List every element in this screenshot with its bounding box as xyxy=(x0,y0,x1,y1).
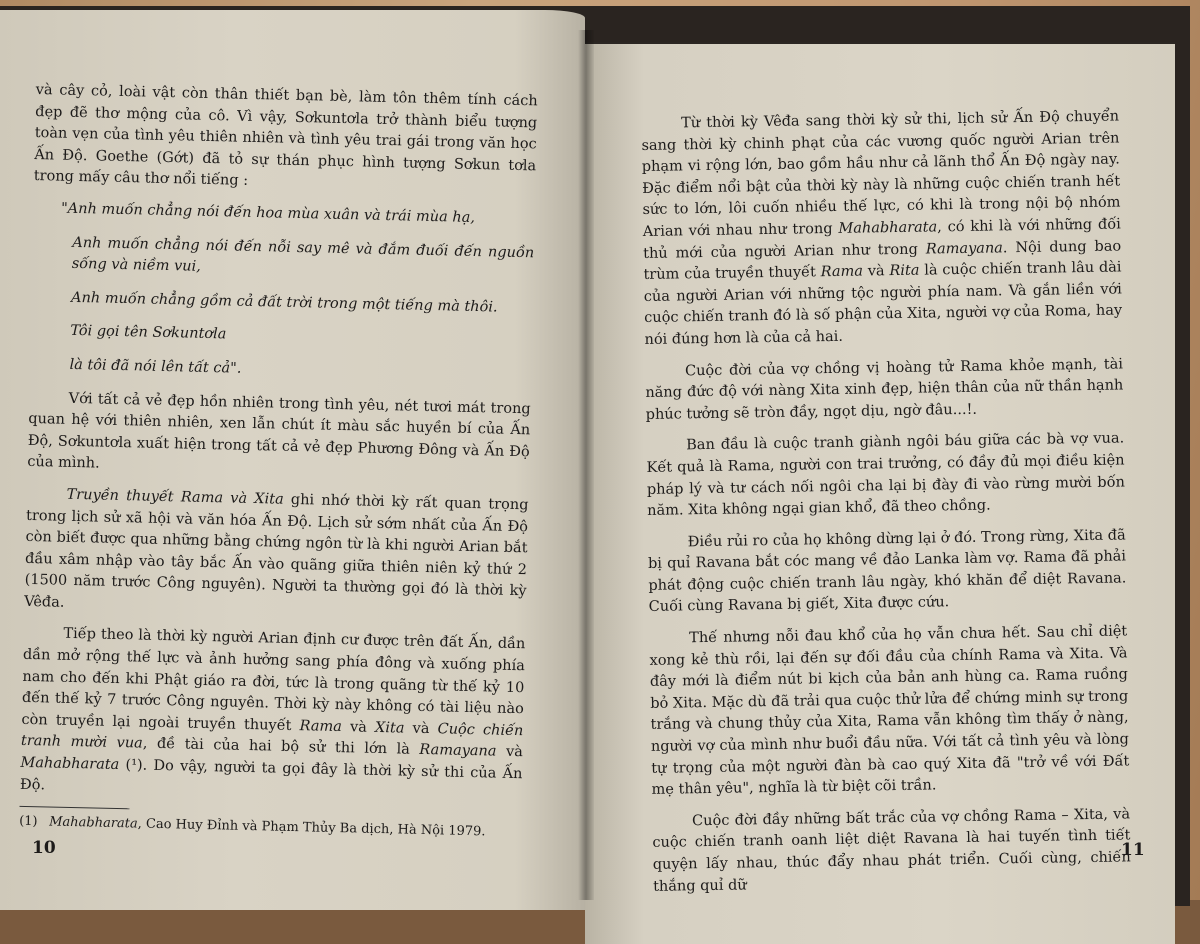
book-title: Rama xyxy=(820,263,864,281)
poem-line: Anh muốn chẳng gồm cả đất trời trong một tiếng mà thôi. xyxy=(70,289,498,316)
poem-line: Tôi gọi tên Sơkuntơla xyxy=(70,323,227,343)
paragraph-text: , có khi là với những đối thủ mới của người Arian như trong xyxy=(643,216,1121,262)
paragraph: Ban đầu là cuộc tranh giành ngôi báu giữa các bà vợ vua. Kết quả là Rama, người con trai trưởng, có đầy đủ mọi điều kiện pháp lý và tư cách nối ngôi cha lại bị đày đi vào rừng mười bốn năm. Xita không ngại gian khổ, đã theo chồng. xyxy=(646,430,1125,520)
paragraph-text: và xyxy=(862,263,890,280)
poem-line: Anh muốn chẳng nói đến nỗi say mê và đắm đuối đến nguồn sống và niềm vui, xyxy=(71,234,535,275)
footnote-number: (1) xyxy=(19,814,38,830)
left-page-text xyxy=(19,80,538,842)
poem-line: là tôi đã nói lên tất cả". xyxy=(69,356,242,377)
right-page-text xyxy=(641,106,1131,908)
book-title: Cuộc chiến tranh mười vua xyxy=(20,721,524,753)
paragraph-text: và xyxy=(341,718,376,736)
book-title: Rita xyxy=(889,262,920,280)
paragraph-text: ghi nhớ thời kỳ rất quan trọng trong lịch sử xã hội và văn hóa Ấn Độ. Lịch sử sớm nhất của Ấn Độ còn biết được qua những bằng chứng ngôn từ là khi người Arian bắt đầu xâm nhập vào tây bắc Ấn vào quãng giữa thiên niên kỷ thứ 2 (1500 năm trước Công nguyên). Người ta thường gọi đó là thời kỳ Vêđa. xyxy=(23,491,529,611)
paragraph xyxy=(24,484,529,625)
footnote xyxy=(19,813,521,842)
paragraph: và cây cỏ, loài vật còn thân thiết bạn bè, làm tôn thêm tính cách đẹp đẽ thơ mộng của cô. Vì vậy, Sơkuntơla trở thành biểu tượng toàn vẹn của tình yêu thiên nhiên và tình yêu trai gái trong văn học Ấn Độ. Goethe (Gớt) đã tỏ sự thán phục hình tượng Sơkun tơla trong mấy câu thơ nổi tiếng : xyxy=(33,81,538,190)
left-page xyxy=(0,10,585,910)
book-title: Mahabharata xyxy=(838,219,938,237)
book-title: Mahabharata xyxy=(20,754,120,774)
book-title: Ramayana xyxy=(419,742,497,761)
paragraph xyxy=(641,106,1123,351)
book-title: Mahabharata xyxy=(48,814,138,832)
poem-line: "Anh muốn chẳng nói đến hoa mùa xuân và trái mùa hạ, xyxy=(60,200,476,226)
page-number: 10 xyxy=(32,838,56,858)
book-title: Xita xyxy=(374,719,405,737)
paragraph-text: là cuộc chiến tranh lâu dài của người Arian với những tộc người phía nam. Và gắn liền với cuộc chiến tranh đó là số phận của Xita, người vợ của Roma, hay nói đúng hơn là của cả hai. xyxy=(643,259,1123,348)
footnote-divider xyxy=(20,806,130,809)
book-title: Truyền thuyết Rama và Xita xyxy=(66,486,284,508)
book-spine xyxy=(578,30,594,900)
book-title: Rama xyxy=(299,717,343,735)
paragraph-text: Từ thời kỳ Vêđa sang thời kỳ sử thi, lịch sử Ấn Độ chuyển sang thời kỳ chinh phạt của các vương quốc người Arian trên phạm vi rộng lớn, bao gồm hầu như cả lãnh thổ Ấn Độ ngày nay. Đặc điểm nổi bật của thời kỳ này là những cuộc chiến tranh hết sức to lớn, lôi cuốn nhiều thế lực, có khi là trong nội bộ nhóm Arian với nhau như trong xyxy=(641,108,1121,240)
paragraph-text: và xyxy=(404,720,438,738)
paragraph: Cuộc đời của vợ chồng vị hoàng tử Rama khỏe mạnh, tài năng đức độ với nàng Xita xinh đẹp, hiện thân của nữ thần hạnh phúc tưởng sẽ tròn đầy, ngọt dịu, ngờ đâu...!. xyxy=(645,355,1124,423)
footnote-text: , Cao Huy Đỉnh và Phạm Thủy Ba dịch, Hà Nội 1979. xyxy=(137,816,486,840)
paragraph-text: (¹). Do vậy, người ta gọi đây là thời kỳ sử thi của Ấn Độ. xyxy=(19,757,523,794)
paragraph-text: Tiếp theo là thời kỳ người Arian định cư được trên đất Ấn, dần dần mở rộng thế lực và ảnh hưởng sang phía đông và xuống phía nam cho đến khi Phật giáo ra đời, tức là trong quãng từ thế kỷ 10 đến thế kỷ 7 trước Công nguyên. Thời kỳ này không có tài liệu nào còn truyền lại ngoài truyền thuyết xyxy=(21,626,526,734)
paragraph-text: . Nội dung bao trùm của truyền thuyết xyxy=(643,238,1122,284)
page-number: 11 xyxy=(1121,840,1145,860)
paragraph: Với tất cả vẻ đẹp hồn nhiên trong tình yêu, nét tươi mát trong quan hệ với thiên nhiên, xen lẫn chút ít màu sắc huyền bí của Ấn Độ, Sơkuntơla xuất hiện trong tất cả vẻ đẹp Phương Đông và Ấn Độ của mình. xyxy=(27,390,531,472)
paragraph: Điều rủi ro của họ không dừng lại ở đó. Trong rừng, Xita đã bị quỉ Ravana bắt cóc mang về đảo Lanka làm vợ. Rama đã phải phát động cuộc chiến tranh lâu ngày, khó khăn để diệt Ravana. Cuối cùng Ravana bị giết, Xita được cứu. xyxy=(647,527,1127,616)
right-page xyxy=(585,42,1175,944)
book-title: Ramayana xyxy=(925,239,1003,258)
paragraph-text: , đề tài của hai bộ sử thi lớn là xyxy=(142,736,420,759)
paragraph: Cuộc đời đầy những bất trắc của vợ chồng Rama – Xita, và cuộc chiến tranh oanh liệt diệt Ravana là hai tuyến tình tiết quyện lấy nhau, thúc đẩy nhau phát triển. Cuối cùng, chiến thắng quỉ dữ xyxy=(652,806,1131,895)
paragraph-text: và xyxy=(496,744,524,761)
paragraph: Thế nhưng nỗi đau khổ của họ vẫn chưa hết. Sau chỉ diệt xong kẻ thù rồi, lại đến sự đối đầu của chính Rama và Xita. Và đây mới là điểm nút bi kịch của bản anh hùng ca. Rama ruồng bỏ Xita. Mặc dù đã trải qua cuộc thử lửa để chứng minh sự trong trắng và chung thủy của Xita, Rama vẫn không tìm thấy ở nàng, người vợ của mình như buổi đầu nữa. Với tất cả tình yêu và lòng tự trọng của một người đàn bà cao quý Xita đã "trở về với Đất mẹ thân yêu", nghĩa là từ biệt cõi trần. xyxy=(649,623,1130,799)
paragraph xyxy=(20,623,526,807)
